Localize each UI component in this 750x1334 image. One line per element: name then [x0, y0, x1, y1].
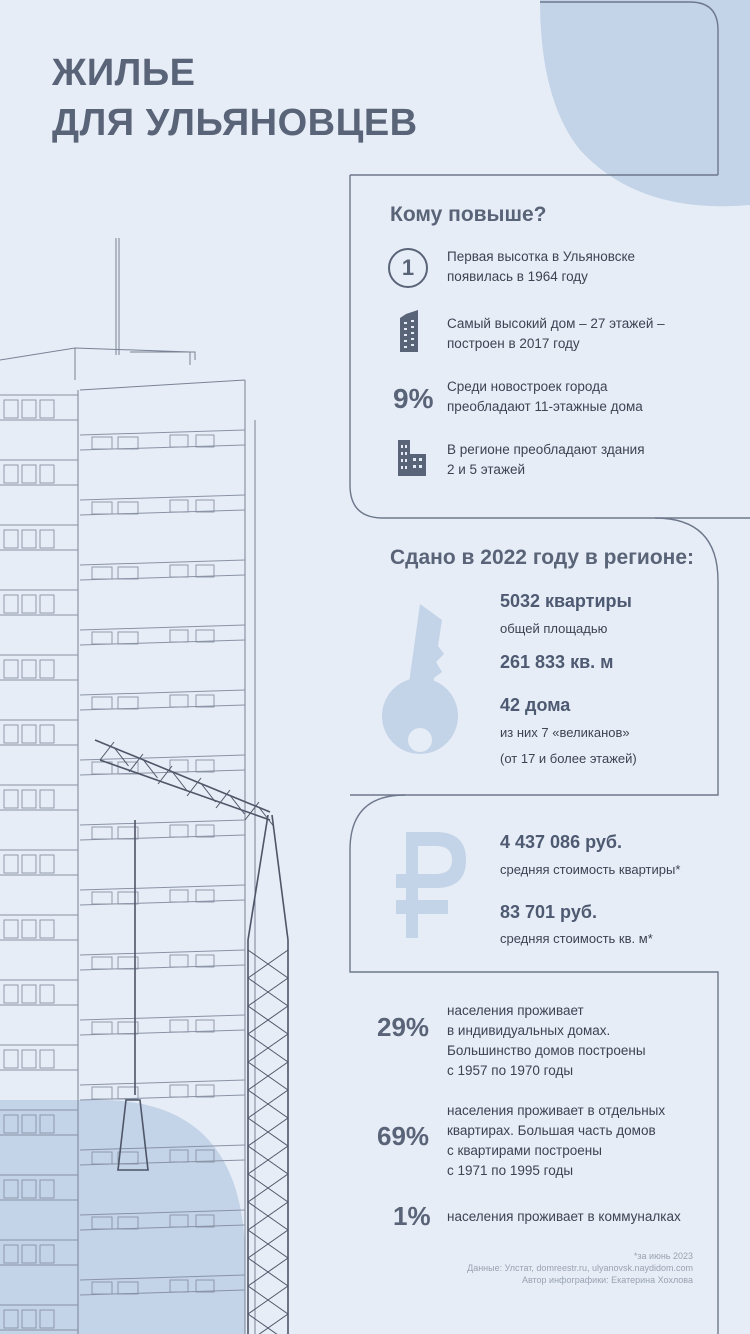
apartments-count: 5032 квартиры — [500, 591, 632, 611]
who-higher-heading: Кому повыше? — [390, 203, 547, 226]
pct-individual-houses: 29% — [377, 1012, 430, 1042]
text-individual-houses — [447, 1001, 646, 1081]
houses-count: 42 дома — [500, 695, 571, 715]
fact-line: с 1971 по 1995 годы — [447, 1163, 574, 1178]
fact-line: 2 и 5 этажей — [447, 462, 526, 477]
area-label: общей площадью — [500, 621, 608, 636]
fact-line: в индивидуальных домах. — [447, 1023, 611, 1038]
fact-tallest-house — [447, 314, 665, 354]
fact-line: построен в 2017 году — [447, 336, 580, 351]
fact-line: появилась в 1964 году — [447, 269, 588, 284]
buildings-icon — [396, 436, 430, 478]
title-line-1: ЖИЛЬЕ — [52, 52, 196, 94]
footer-note: *за июнь 2023 — [633, 1251, 693, 1261]
title-line-2: ДЛЯ УЛЬЯНОВЦЕВ — [52, 102, 418, 144]
footer-sources — [467, 1250, 693, 1286]
fact-first-highrise — [447, 247, 635, 287]
pct-apartments: 69% — [377, 1121, 430, 1151]
area-value: 261 833 кв. м — [500, 652, 614, 672]
fact-line: Самый высокий дом – 27 этажей – — [447, 316, 665, 331]
apartment-price: 4 437 086 руб. — [500, 832, 622, 852]
apartment-price-label: средняя стоимость квартиры* — [500, 862, 681, 877]
crane — [95, 740, 288, 1334]
text-apartments — [447, 1101, 665, 1181]
fact-line: преобладают 11-этажные дома — [447, 399, 643, 414]
pct-communal: 1% — [393, 1201, 431, 1231]
fact-line: В регионе преобладают здания — [447, 442, 645, 457]
ruble-icon — [392, 828, 472, 940]
skyscraper-icon — [396, 308, 426, 354]
page-title — [52, 48, 418, 148]
percent-label: 9% — [393, 383, 434, 414]
delivered-heading: Сдано в 2022 году в регионе: — [390, 546, 695, 569]
key-icon — [380, 598, 470, 760]
fact-new-buildings — [447, 377, 643, 417]
giants-note: (от 17 и более этажей) — [500, 751, 637, 766]
sqm-price: 83 701 руб. — [500, 902, 597, 922]
fact-line: Первая высотка в Ульяновске — [447, 249, 636, 264]
fact-region-buildings — [447, 440, 645, 480]
fact-line: с 1957 по 1970 годы — [447, 1063, 574, 1078]
fact-line: Большинство домов построены — [447, 1043, 646, 1058]
sqm-price-label: средняя стоимость кв. м* — [500, 931, 653, 946]
giants-label: из них 7 «великанов» — [500, 725, 630, 740]
fact-line: населения проживает — [447, 1003, 584, 1018]
text-communal: населения проживает в коммуналках — [447, 1209, 681, 1224]
number-one-icon: 1 — [388, 248, 428, 288]
fact-line: населения проживает в отдельных — [447, 1103, 666, 1118]
footer-author: Автор инфографики: Екатерина Хохлова — [521, 1275, 693, 1285]
fact-line: квартирах. Большая часть домов — [447, 1123, 656, 1138]
fact-line: с квартирами построены — [447, 1143, 602, 1158]
footer-source: Данные: Улстат, domreestr.ru, ulyanovsk.naydidom.com — [467, 1263, 693, 1273]
fact-line: Среди новостроек города — [447, 379, 608, 394]
